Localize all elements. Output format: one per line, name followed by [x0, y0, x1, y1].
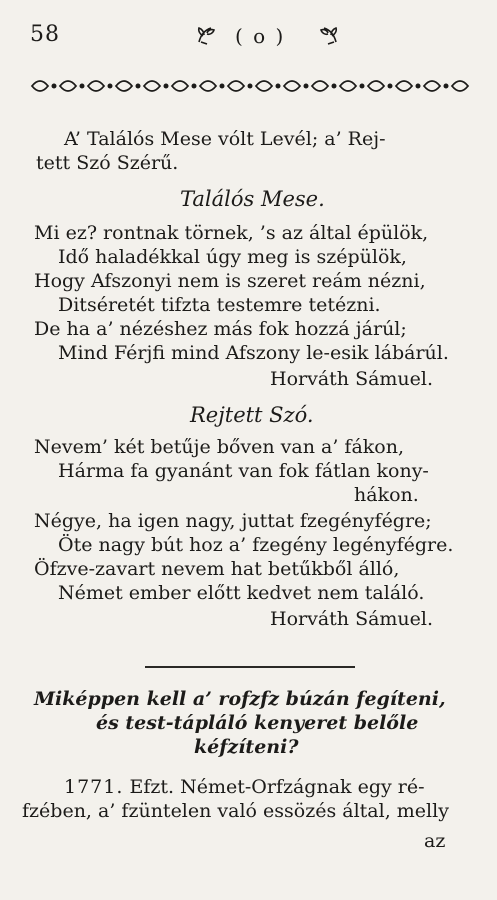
verse-line: Ditséretét tifzta testemre tetézni.	[58, 294, 381, 316]
article-body-line	[64, 776, 425, 798]
answer-signature: Horváth Sámuel.	[270, 608, 434, 630]
verse-line: Nevem’ két betűje bőven van a’ fákon,	[34, 436, 405, 458]
verse-line: Német ember előtt kedvet nem találó.	[58, 582, 425, 604]
article-body-line: fzében, a’ fzüntelen való essözés által, melly	[22, 800, 449, 822]
verse-line: hákon.	[354, 484, 419, 506]
article-heading-line: Miképpen kell a’ rofzfz búzán fegíteni,	[34, 688, 446, 710]
verse-line: Mind Férjfi mind Afszony le-esik lábárúl.	[58, 342, 449, 364]
riddle-title: Találós Mese.	[180, 187, 325, 211]
intro-line: A’ Találós Mese vólt Levél; a’ Rej-	[64, 128, 386, 150]
page-header	[0, 22, 497, 52]
riddle-signature: Horváth Sámuel.	[270, 368, 434, 390]
catchword: az	[424, 830, 446, 852]
intro-line: tett Szó Szérű.	[36, 152, 179, 174]
verse-line: Idő haladékkal úgy meg is szépülök,	[58, 246, 407, 268]
page-number: 58	[30, 22, 60, 47]
floral-ornament-icon	[195, 24, 217, 46]
article-heading-line: és test-tápláló kenyeret belőle	[96, 712, 419, 734]
verse-line: Öte nagy bút hoz a’ fzegény legényfégre.	[58, 534, 454, 556]
article-body-text: Efzt. Német-Orfzágnak egy ré-	[129, 776, 425, 798]
decorative-border-icon	[30, 74, 472, 98]
verse-line: De ha a’ nézéshez más fok hozzá járúl;	[34, 318, 407, 340]
article-heading-line: kéfzíteni?	[194, 736, 299, 758]
floral-ornament-icon	[318, 24, 340, 46]
verse-line: Hárma fa gyanánt van fok fátlan kony-	[58, 460, 429, 482]
answer-title: Rejtett Szó.	[190, 403, 314, 427]
verse-line: Négye, ha igen nagy, juttat fzegényfégre;	[34, 510, 432, 532]
article-year: 1771.	[64, 776, 124, 798]
verse-line: Hogy Afszonyi nem is szeret reám nézni,	[34, 270, 426, 292]
section-divider	[145, 666, 355, 668]
issue-mark: ( o )	[235, 24, 286, 48]
verse-line: Öfzve-zavart nevem hat betűkből álló,	[34, 558, 400, 580]
verse-line: Mi ez? rontnak törnek, ’s az által épülök,	[34, 222, 429, 244]
